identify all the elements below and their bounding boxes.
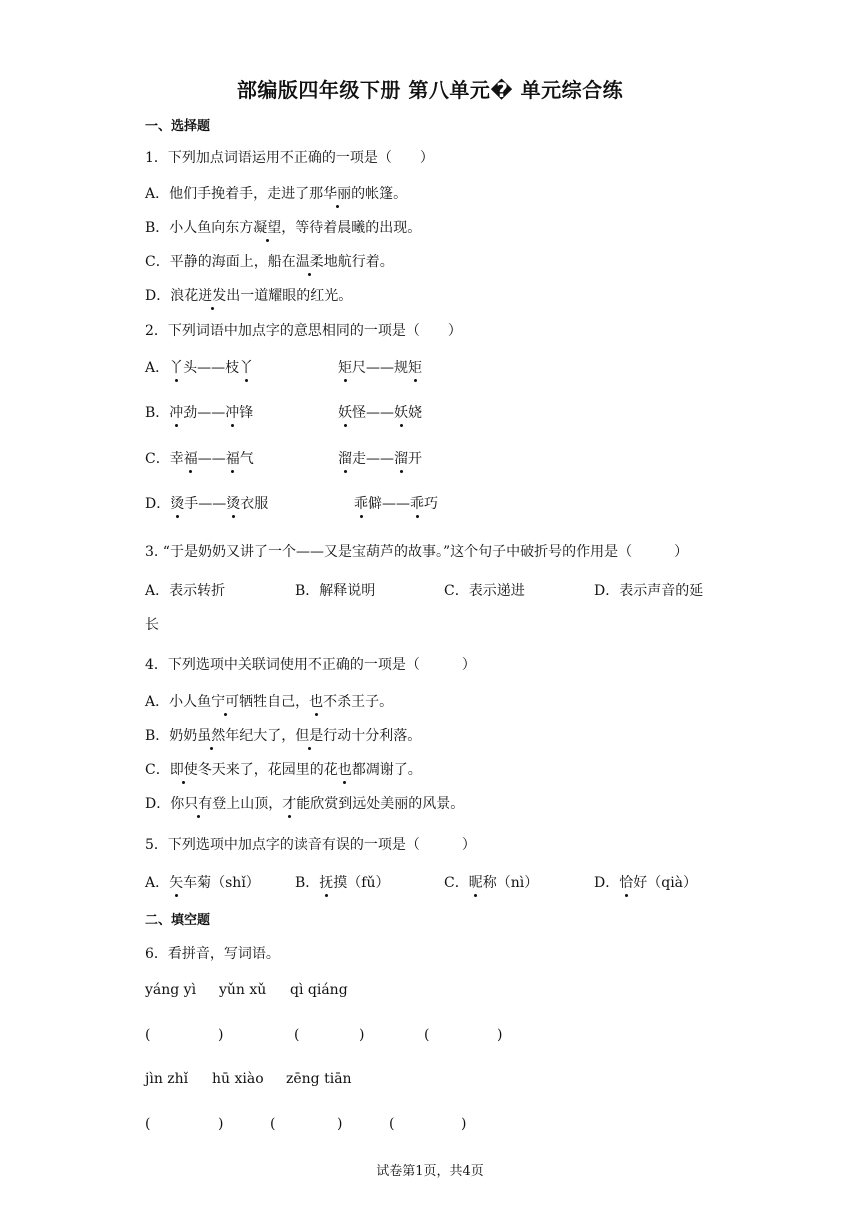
question-2-option-c-right: 溜走——溜开 bbox=[338, 448, 422, 468]
pinyin-1: yáng yì bbox=[145, 982, 197, 998]
question-6-stem: 6．看拼音，写词语。 bbox=[145, 946, 280, 962]
question-3-stem: 3. “于是奶奶又讲了一个——又是宝葫芦的故事。”这个句子中破折号的作用是（ ） bbox=[145, 544, 689, 560]
answer-blank-5-open[interactable]: ( bbox=[270, 1116, 276, 1132]
question-3-option-a: A．表示转折 bbox=[145, 583, 226, 599]
question-5-option-d: D．恰好（qià） bbox=[594, 872, 697, 892]
question-2-option-d-right: 乖僻——乖巧 bbox=[354, 493, 438, 513]
answer-blank-2-close[interactable]: ) bbox=[359, 1027, 365, 1043]
pinyin-6: zēng tiān bbox=[286, 1071, 352, 1087]
pinyin-2: yǔn xǔ bbox=[219, 982, 267, 998]
question-4-stem: 4．下列选项中关联词使用不正确的一项是（ ） bbox=[145, 657, 476, 673]
section-heading-fill: 二、填空题 bbox=[145, 913, 211, 928]
question-2-option-b-left: B．冲劲——冲锋 bbox=[145, 402, 253, 422]
question-5-option-b: B．抚摸（fǔ） bbox=[295, 872, 390, 892]
question-4-option-d: D．你只有登上山顶，才能欣赏到远处美丽的风景。 bbox=[145, 793, 464, 813]
pinyin-3: qì qiáng bbox=[290, 982, 348, 998]
question-3-option-d: D．表示声音的延 bbox=[594, 583, 704, 599]
question-3-option-b: B．解释说明 bbox=[295, 583, 376, 599]
question-3-option-d-wrap: 长 bbox=[145, 617, 159, 633]
section-heading-choice: 一、选择题 bbox=[145, 119, 211, 134]
question-4-option-c: C．即使冬天来了，花园里的花也都凋谢了。 bbox=[145, 759, 422, 779]
question-5-option-c: C．昵称（nì） bbox=[444, 872, 538, 892]
question-1-stem: 1．下列加点词语运用不正确的一项是（ ） bbox=[145, 150, 434, 166]
answer-blank-6-open[interactable]: ( bbox=[389, 1116, 395, 1132]
answer-blank-5-close[interactable]: ) bbox=[337, 1116, 343, 1132]
question-2-option-a-right: 矩尺——规矩 bbox=[338, 357, 422, 377]
answer-blank-1-open[interactable]: ( bbox=[145, 1027, 151, 1043]
answer-blank-4-close[interactable]: ) bbox=[218, 1116, 224, 1132]
question-2-option-b-right: 妖怪——妖娆 bbox=[338, 402, 422, 422]
question-1-option-d: D．浪花迸发出一道耀眼的红光。 bbox=[145, 285, 352, 305]
answer-blank-6-close[interactable]: ) bbox=[461, 1116, 467, 1132]
question-3-option-c: C．表示递进 bbox=[444, 583, 525, 599]
question-4-option-b: B．奶奶虽然年纪大了，但是行动十分利落。 bbox=[145, 725, 421, 745]
answer-blank-2-open[interactable]: ( bbox=[294, 1027, 300, 1043]
question-5-option-a: A．矢车菊（shǐ） bbox=[145, 872, 260, 892]
question-5-stem: 5．下列选项中加点字的读音有误的一项是（ ） bbox=[145, 837, 476, 853]
question-2-option-a-left: A．丫头——枝丫 bbox=[145, 357, 253, 377]
question-2-option-d-left: D．烫手——烫衣服 bbox=[145, 493, 268, 513]
answer-blank-1-close[interactable]: ) bbox=[218, 1027, 224, 1043]
pinyin-5: hū xiào bbox=[212, 1071, 264, 1087]
answer-blank-3-close[interactable]: ) bbox=[497, 1027, 503, 1043]
question-1-option-c: C．平静的海面上，船在温柔地航行着。 bbox=[145, 251, 394, 271]
page-footer: 试卷第1页，共4页 bbox=[376, 1164, 484, 1179]
question-1-option-b: B．小人鱼向东方凝望，等待着晨曦的出现。 bbox=[145, 217, 421, 237]
answer-blank-4-open[interactable]: ( bbox=[145, 1116, 151, 1132]
question-2-stem: 2．下列词语中加点字的意思相同的一项是（ ） bbox=[145, 323, 462, 339]
page-title: 部编版四年级下册 第八单元� 单元综合练 bbox=[236, 78, 624, 102]
question-2-option-c-left: C．幸福——福气 bbox=[145, 448, 254, 468]
answer-blank-3-open[interactable]: ( bbox=[424, 1027, 430, 1043]
question-4-option-a: A．小人鱼宁可牺牲自己，也不杀王子。 bbox=[145, 691, 393, 711]
pinyin-4: jìn zhǐ bbox=[145, 1071, 189, 1087]
question-1-option-a: A．他们手挽着手，走进了那华丽的帐篷。 bbox=[145, 183, 407, 203]
